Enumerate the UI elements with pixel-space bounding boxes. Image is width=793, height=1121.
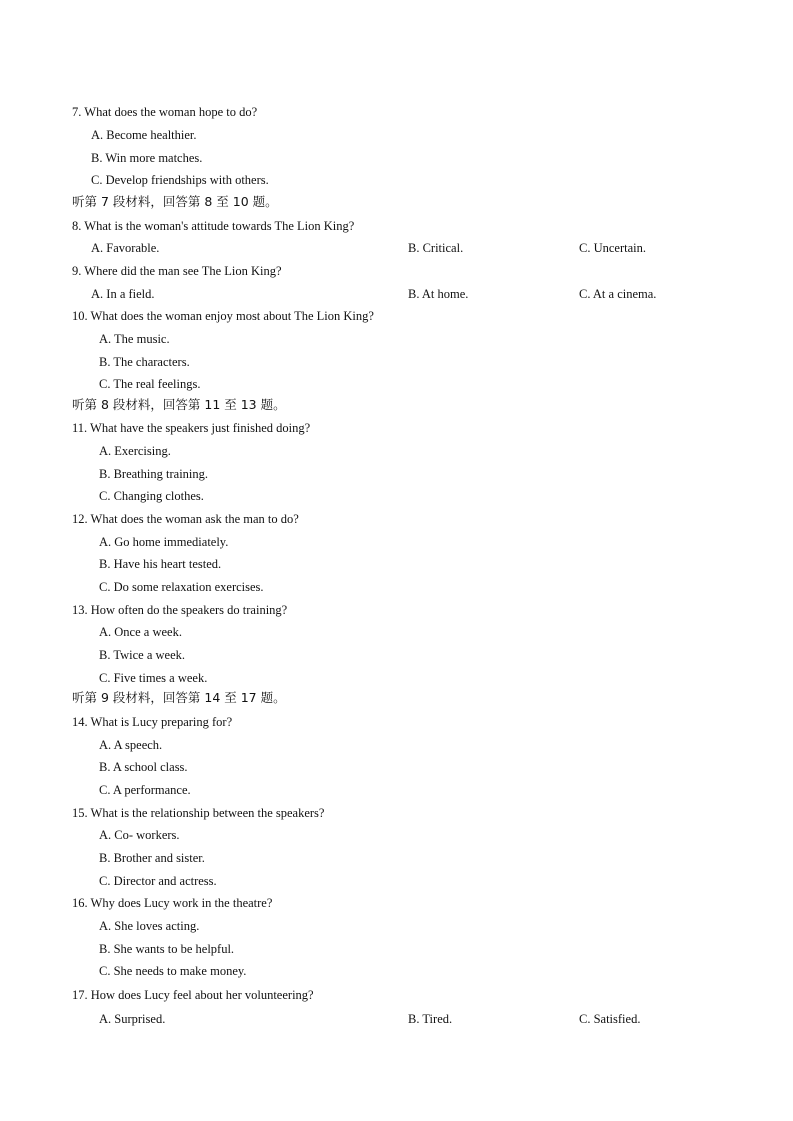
q11-option-b: B. Breathing training. bbox=[99, 467, 209, 481]
section-instruction-8: 听第 8 段材料，回答第 11 至 13 题。 bbox=[72, 397, 286, 412]
q15-option-b: B. Brother and sister. bbox=[99, 851, 205, 865]
q8-option-b: B. Critical. bbox=[408, 241, 464, 255]
question-9: 9. Where did the man see The Lion King? bbox=[72, 264, 282, 278]
q16-option-a: A. She loves acting. bbox=[99, 919, 200, 933]
section-instruction-9: 听第 9 段材料，回答第 14 至 17 题。 bbox=[72, 690, 286, 705]
section-instruction-7: 听第 7 段材料，回答第 8 至 10 题。 bbox=[72, 194, 278, 209]
question-16: 16. Why does Lucy work in the theatre? bbox=[72, 896, 273, 910]
question-10: 10. What does the woman enjoy most about The Lion King? bbox=[72, 309, 374, 323]
q12-option-a: A. Go home immediately. bbox=[99, 535, 229, 549]
question-13: 13. How often do the speakers do training? bbox=[72, 603, 288, 617]
question-14: 14. What is Lucy preparing for? bbox=[72, 715, 233, 729]
q15-option-a: A. Co- workers. bbox=[99, 828, 180, 842]
q13-option-c: C. Five times a week. bbox=[99, 671, 208, 685]
q14-option-a: A. A speech. bbox=[99, 738, 163, 752]
q9-option-b: B. At home. bbox=[408, 287, 469, 301]
q12-option-c: C. Do some relaxation exercises. bbox=[99, 580, 264, 594]
question-17: 17. How does Lucy feel about her volunteering? bbox=[72, 988, 314, 1002]
q17-option-c: C. Satisfied. bbox=[579, 1012, 641, 1026]
q16-option-b: B. She wants to be helpful. bbox=[99, 942, 235, 956]
question-15: 15. What is the relationship between the speakers? bbox=[72, 806, 325, 820]
q10-option-c: C. The real feelings. bbox=[99, 377, 201, 391]
q11-option-a: A. Exercising. bbox=[99, 444, 171, 458]
q7-option-a: A. Become healthier. bbox=[91, 128, 197, 142]
q17-option-a: A. Surprised. bbox=[99, 1012, 166, 1026]
question-11: 11. What have the speakers just finished doing? bbox=[72, 421, 311, 435]
q17-option-b: B. Tired. bbox=[408, 1012, 453, 1026]
q15-option-c: C. Director and actress. bbox=[99, 874, 217, 888]
q10-option-a: A. The music. bbox=[99, 332, 170, 346]
q14-option-b: B. A school class. bbox=[99, 760, 188, 774]
q7-option-b: B. Win more matches. bbox=[91, 151, 203, 165]
q9-option-c: C. At a cinema. bbox=[579, 287, 657, 301]
q10-option-b: B. The characters. bbox=[99, 355, 190, 369]
question-7: 7. What does the woman hope to do? bbox=[72, 105, 258, 119]
question-12: 12. What does the woman ask the man to do? bbox=[72, 512, 299, 526]
q8-option-a: A. Favorable. bbox=[91, 241, 160, 255]
question-8: 8. What is the woman's attitude towards The Lion King? bbox=[72, 219, 355, 233]
q8-option-c: C. Uncertain. bbox=[579, 241, 646, 255]
q13-option-a: A. Once a week. bbox=[99, 625, 182, 639]
q13-option-b: B. Twice a week. bbox=[99, 648, 186, 662]
q12-option-b: B. Have his heart tested. bbox=[99, 557, 222, 571]
q9-option-a: A. In a field. bbox=[91, 287, 155, 301]
q7-option-c: C. Develop friendships with others. bbox=[91, 173, 269, 187]
q16-option-c: C. She needs to make money. bbox=[99, 964, 247, 978]
q11-option-c: C. Changing clothes. bbox=[99, 489, 204, 503]
q14-option-c: C. A performance. bbox=[99, 783, 191, 797]
